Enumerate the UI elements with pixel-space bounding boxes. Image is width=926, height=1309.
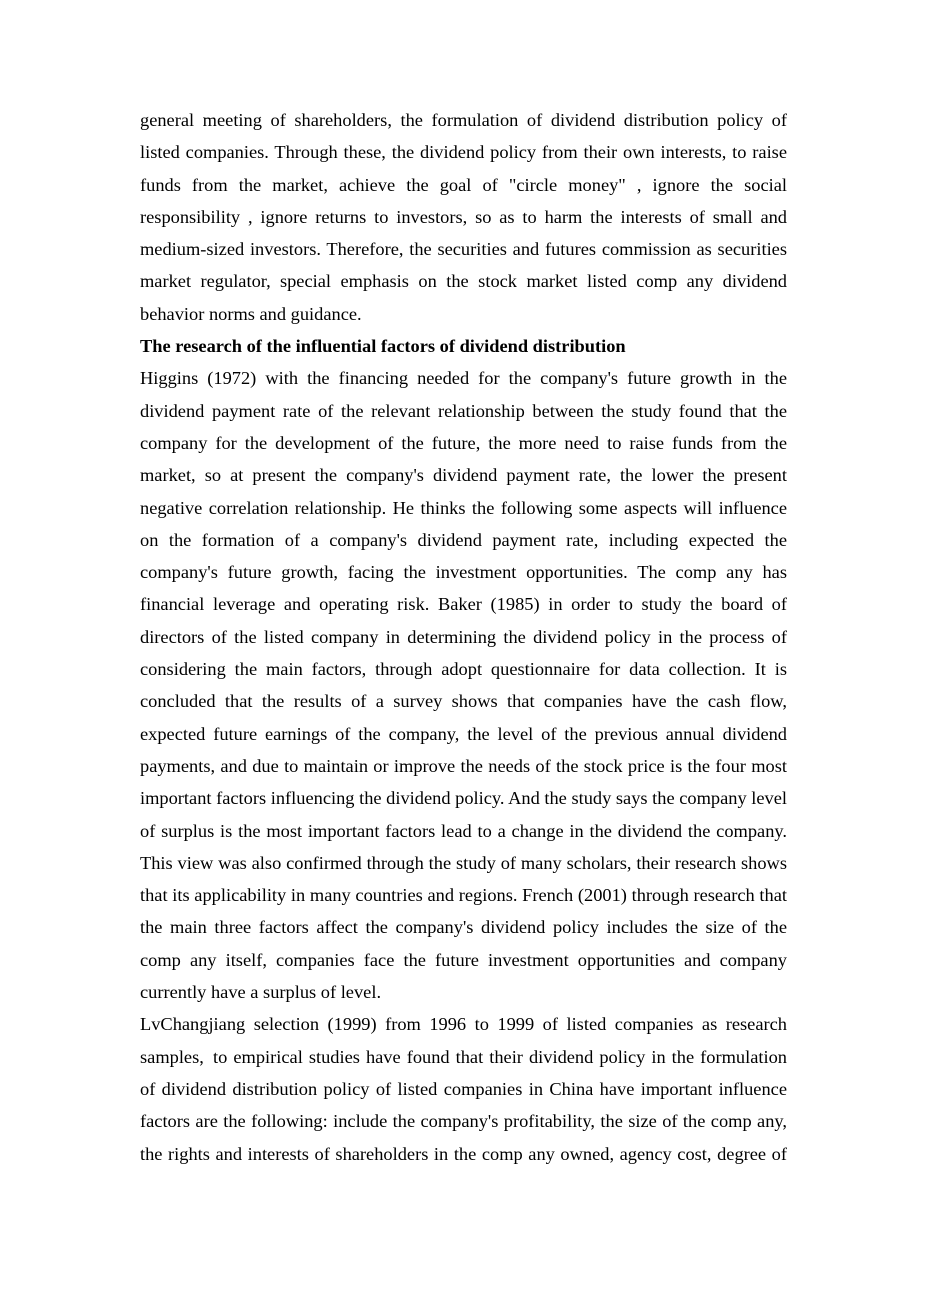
text-line: This view was also confirmed through the study of many scholars, their research shows (140, 852, 787, 873)
text-line: medium-sized investors. Therefore, the securities and futures commission as securities (140, 239, 787, 260)
higgins-baker-french-paragraph (140, 362, 787, 1008)
text-line: of surplus is the most important factors lead to a change in the dividend the company. (140, 820, 787, 841)
text-line: directors of the listed company in determining the dividend policy in the process of (140, 626, 787, 647)
text-line: expected future earnings of the company, the level of the previous annual dividend (140, 723, 787, 744)
text-line: market regulator, special emphasis on the stock market listed comp any dividend (140, 271, 787, 292)
text-line: on the formation of a company's dividend payment rate, including expected the (140, 529, 787, 550)
text-line: behavior norms and guidance. (140, 303, 362, 324)
text-block (140, 104, 787, 1170)
text-line: factors are the following: include the company's profitability, the size of the comp any, (140, 1111, 787, 1132)
text-line: concluded that the results of a survey shows that companies have the cash flow, (140, 691, 787, 712)
text-line: that its applicability in many countries and regions. French (2001) through research that (140, 885, 787, 906)
text-line: payments, and due to maintain or improve the needs of the stock price is the four most (140, 755, 787, 776)
text-line: considering the main factors, through adopt questionnaire for data collection. It is (140, 659, 787, 680)
text-line: dividend payment rate of the relevant relationship between the study found that the (140, 400, 787, 421)
text-line: of dividend distribution policy of listed companies in China have important influence (140, 1078, 787, 1099)
heading-line: The research of the influential factors of dividend distribution (140, 336, 626, 357)
text-line: market, so at present the company's dividend payment rate, the lower the present (140, 465, 787, 486)
text-line: LvChangjiang selection (1999) from 1996 to 1999 of listed companies as research (140, 1014, 787, 1035)
text-line: Higgins (1972) with the financing needed for the company's future growth in the (140, 368, 787, 389)
text-line: responsibility , ignore returns to investors, so as to harm the interests of small and (140, 206, 787, 227)
text-line: company's future growth, facing the investment opportunities. The comp any has (140, 562, 787, 583)
text-line: listed companies. Through these, the dividend policy from their own interests, to raise (140, 142, 787, 163)
text-line: comp any itself, companies face the future investment opportunities and company (140, 949, 787, 970)
text-line: general meeting of shareholders, the formulation of dividend distribution policy of (140, 110, 787, 130)
text-line: samples, to empirical studies have found that their dividend policy in the formulation (140, 1046, 787, 1067)
text-line: funds from the market, achieve the goal of "circle money" , ignore the social (140, 174, 787, 195)
section-heading (140, 330, 787, 362)
text-line: financial leverage and operating risk. Baker (1985) in order to study the board of (140, 594, 787, 615)
text-line: negative correlation relationship. He thinks the following some aspects will influence (140, 497, 787, 518)
text-line: the rights and interests of shareholders in the comp any owned, agency cost, degree of (140, 1143, 787, 1164)
text-line: currently have a surplus of level. (140, 982, 382, 1003)
intro-paragraph (140, 104, 787, 330)
text-line: the main three factors affect the company's dividend policy includes the size of the (140, 917, 787, 938)
lvchangjiang-paragraph (140, 1008, 787, 1169)
text-line: important factors influencing the dividend policy. And the study says the company level (140, 788, 787, 809)
text-line: company for the development of the future, the more need to raise funds from the (140, 432, 787, 453)
